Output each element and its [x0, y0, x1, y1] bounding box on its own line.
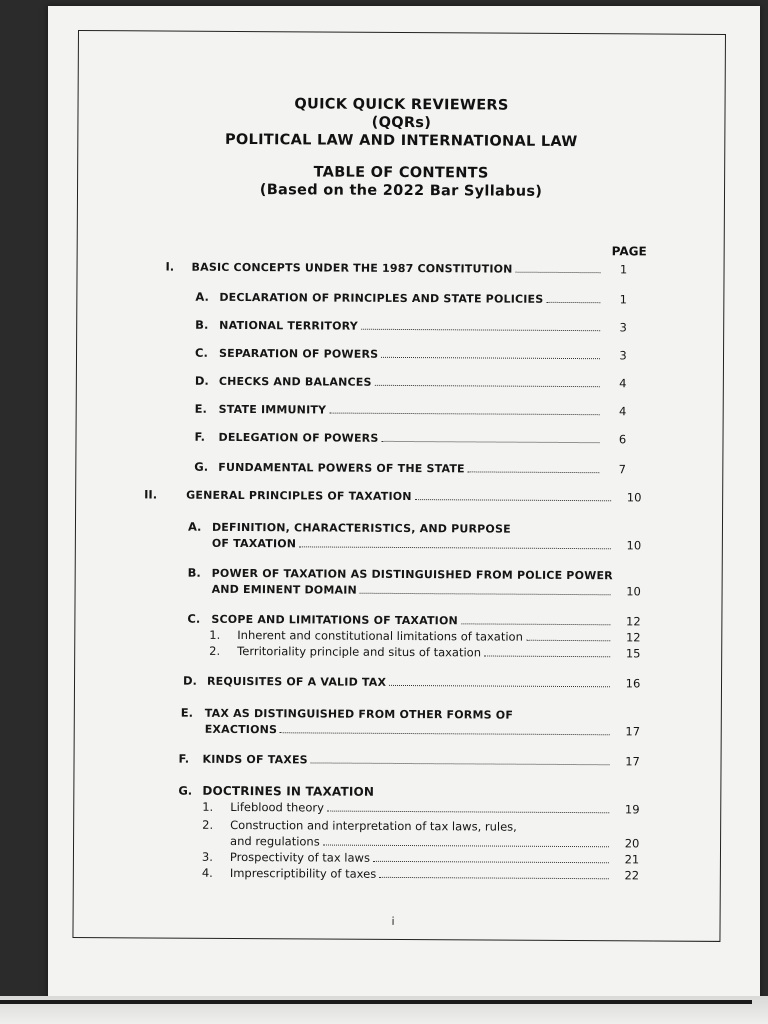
- dot-leader: [468, 471, 600, 473]
- toc-entry-continued[interactable]: [205, 722, 653, 739]
- entry-title: DELEGATION OF POWERS: [218, 430, 379, 445]
- toc-subentry[interactable]: [202, 850, 652, 867]
- entry-number: E.: [180, 705, 194, 720]
- title-line-2: (QQRs): [371, 114, 432, 132]
- dot-leader: [379, 877, 609, 879]
- toc-entry[interactable]: [188, 566, 654, 583]
- entry-number: 1.: [209, 627, 221, 642]
- entry-title: DECLARATION OF PRINCIPLES AND STATE POLICIES: [219, 290, 544, 306]
- entry-title: DEFINITION, CHARACTERISTICS, AND PURPOSE: [211, 520, 511, 536]
- dot-leader: [516, 272, 601, 274]
- entry-number: 4.: [201, 865, 213, 880]
- scanner-edge: [0, 996, 768, 1024]
- entry-page: 7: [618, 462, 627, 477]
- dot-leader: [461, 623, 610, 625]
- entry-title-line2: OF TAXATION: [211, 536, 297, 551]
- toc-entry[interactable]: [195, 318, 643, 335]
- entry-number: F.: [178, 751, 190, 766]
- entry-page: 4: [619, 376, 627, 391]
- entry-title: Construction and interpretation of tax laws, rules,: [230, 817, 517, 834]
- entry-title: DOCTRINES IN TAXATION: [202, 783, 375, 799]
- dot-leader: [546, 302, 600, 303]
- entry-number: B.: [187, 565, 201, 580]
- page-column-label: PAGE: [611, 244, 647, 259]
- entry-page: 15: [625, 646, 641, 661]
- dot-leader: [389, 685, 610, 687]
- entry-title: FUNDAMENTAL POWERS OF THE STATE: [218, 460, 465, 476]
- toc-entry[interactable]: [179, 752, 653, 769]
- toc-entry[interactable]: [187, 612, 653, 629]
- footer-page-number: i: [391, 914, 395, 928]
- entry-page: 10: [626, 490, 642, 505]
- toc-subentry-continued[interactable]: [230, 834, 652, 851]
- dot-leader: [373, 861, 609, 863]
- dot-leader: [526, 640, 610, 642]
- entry-title: NATIONAL TERRITORY: [219, 318, 358, 333]
- entry-number: B.: [195, 317, 209, 332]
- entry-number: G.: [178, 783, 193, 798]
- entry-number: I.: [165, 259, 175, 274]
- scanner-band: [0, 1000, 752, 1004]
- entry-page: 12: [625, 630, 641, 645]
- entry-page: 22: [624, 868, 640, 883]
- entry-page: 3: [619, 348, 627, 363]
- entry-number: II.: [144, 487, 158, 502]
- toc-subentry[interactable]: [209, 628, 653, 645]
- entry-title: Prospectivity of tax laws: [229, 849, 371, 865]
- contents-frame: [72, 30, 726, 942]
- toc-entry[interactable]: [144, 487, 654, 504]
- entry-page: 10: [626, 584, 641, 599]
- toc-entry[interactable]: [183, 674, 653, 691]
- dot-leader: [327, 811, 609, 814]
- entry-number: E.: [194, 401, 207, 416]
- toc-subentry[interactable]: [202, 866, 652, 883]
- toc-entry[interactable]: [166, 260, 644, 277]
- title-line-3: POLITICAL LAW AND INTERNATIONAL LAW: [224, 131, 578, 151]
- entry-title: STATE IMMUNITY: [218, 402, 327, 417]
- entry-page: 21: [624, 852, 640, 867]
- entry-page: 10: [626, 538, 642, 553]
- entry-page: 19: [624, 802, 640, 817]
- dot-leader: [360, 593, 611, 596]
- toc-entry[interactable]: [181, 706, 621, 723]
- toc-entry[interactable]: [195, 402, 643, 419]
- toc-entry-continued[interactable]: [212, 582, 654, 599]
- entry-number: 3.: [201, 849, 213, 864]
- dot-leader: [299, 546, 611, 549]
- entry-page: 16: [625, 676, 641, 691]
- toc-entry[interactable]: [194, 460, 642, 477]
- entry-number: C.: [187, 611, 201, 626]
- entry-number: D.: [182, 673, 197, 688]
- dot-leader: [280, 732, 610, 735]
- toc-entry[interactable]: [195, 374, 643, 391]
- entry-title: Imprescriptibility of taxes: [229, 865, 377, 881]
- entry-title: SCOPE AND LIMITATIONS OF TAXATION: [211, 612, 458, 628]
- entry-title: Inherent and constitutional limitations of taxation: [237, 627, 523, 644]
- dot-leader: [323, 845, 609, 848]
- entry-number: C.: [194, 345, 208, 360]
- dot-leader: [375, 385, 600, 387]
- dot-leader: [361, 329, 600, 331]
- toc-subentry[interactable]: [209, 644, 653, 661]
- entry-title: CHECKS AND BALANCES: [218, 374, 372, 389]
- entry-page: 4: [618, 404, 627, 419]
- toc-entry[interactable]: [188, 520, 608, 537]
- entry-title: POWER OF TAXATION AS DISTINGUISHED FROM POLICE POWER: [211, 566, 613, 583]
- entry-number: D.: [194, 373, 209, 388]
- dot-leader: [311, 762, 610, 765]
- entry-title: Lifeblood theory: [230, 799, 325, 815]
- entry-number: G.: [194, 459, 209, 474]
- entry-number: 2.: [202, 817, 214, 832]
- toc-heading: TABLE OF CONTENTS: [313, 164, 489, 182]
- dot-leader: [484, 655, 610, 657]
- entry-number: A.: [187, 519, 202, 534]
- entry-number: 1.: [202, 799, 214, 814]
- entry-page: 3: [619, 320, 627, 335]
- title-line-1: QUICK QUICK REVIEWERS: [294, 96, 509, 114]
- entry-title-line2: EXACTIONS: [204, 722, 278, 737]
- syllabus-subtitle: (Based on the 2022 Bar Syllabus): [259, 182, 543, 200]
- toc-entry-continued[interactable]: [212, 536, 654, 553]
- entry-page: 1: [619, 292, 628, 307]
- toc-subentry[interactable]: [202, 800, 652, 817]
- entry-page: 17: [625, 754, 640, 769]
- entry-page: 20: [624, 836, 640, 851]
- entry-title: Territoriality principle and situs of taxation: [237, 643, 482, 660]
- entry-title: KINDS OF TAXES: [202, 752, 308, 767]
- entry-title: TAX AS DISTINGUISHED FROM OTHER FORMS OF: [204, 706, 514, 722]
- entry-number: A.: [195, 289, 209, 304]
- dot-leader: [415, 499, 611, 501]
- dot-leader: [381, 357, 600, 359]
- entry-page: 12: [626, 614, 641, 629]
- toc-entry[interactable]: [178, 784, 478, 800]
- entry-page: 17: [625, 724, 641, 739]
- toc-entry[interactable]: [195, 290, 643, 307]
- toc-subentry[interactable]: [202, 818, 602, 834]
- dot-leader: [329, 413, 599, 416]
- entry-title: SEPARATION OF POWERS: [218, 346, 379, 361]
- entry-page: 6: [618, 432, 627, 447]
- entry-number: 2.: [209, 643, 221, 658]
- entry-title: REQUISITES OF A VALID TAX: [206, 674, 387, 689]
- entry-number: F.: [194, 429, 206, 444]
- entry-title-line2: and regulations: [230, 833, 320, 849]
- entry-page: 1: [619, 262, 628, 277]
- entry-title: GENERAL PRINCIPLES OF TAXATION: [186, 488, 412, 504]
- dot-leader: [381, 441, 599, 443]
- toc-entry[interactable]: [194, 430, 642, 447]
- entry-title: BASIC CONCEPTS UNDER THE 1987 CONSTITUTION: [191, 260, 513, 276]
- toc-entry[interactable]: [195, 346, 643, 363]
- entry-title-line2: AND EMINENT DOMAIN: [211, 582, 357, 597]
